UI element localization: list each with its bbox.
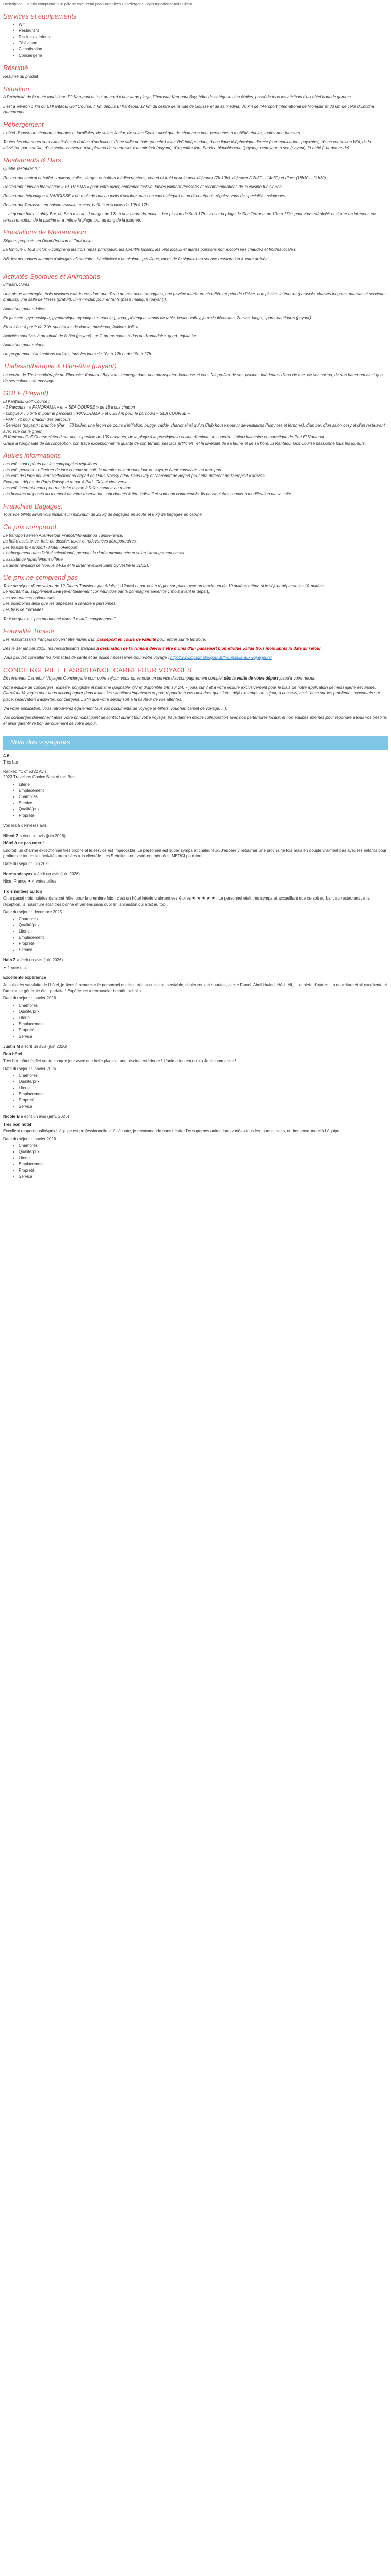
hebergement-title: Hébergement (3, 121, 44, 129)
review-date: a écrit un avis (juin 2026) (17, 958, 63, 963)
activites-text: Une plage aménagée, trois piscines extérieures dont une d'eau de mer avec toboggans, une piscine intérieure chauffée en période d'hiver, une piscine intérieure (parasols, chaises longues, matelas et serviettes gratuits), une salle de fitness (gratuit), un mini-club pour enfants (base nautique (payant)). (3, 291, 387, 302)
review-visit-date: Date du séjour : janvier 2026 (3, 1066, 56, 1071)
review-criteria-item: • Service (19, 947, 388, 953)
review-title: Excellente expérience (3, 975, 46, 980)
formalite-section (3, 627, 388, 660)
review-author[interactable]: Nihed Z (3, 833, 19, 838)
situation-section (3, 85, 388, 115)
review-author-line (3, 1114, 388, 1120)
restaurants-text: Restaurant central et buffet : rouleau, huiles vierges et buffets méditerranéens, chaud et froid pour le petit-déjeuner (7h-10h), déjeuner (12h30 – 14h30) et dîner (18h30 – 21h30). (3, 175, 328, 180)
review-item (3, 871, 388, 885)
review-criteria-item: • Emplacement (19, 1091, 388, 1097)
review-item (3, 889, 388, 953)
review-title: Trois nuitées au top (3, 889, 42, 894)
conciergerie-text: Vos concierges deviennent alors votre principal point de contact durant tout votre voyage, travaillant en étroite collaboration avec nos partenaires locaux et nos équipes internes pour répondre à tous vos besoins et ainsi garantir le bon déroulement de votre séjour. (3, 715, 387, 726)
review-date: a écrit un avis (janv. 2026) (21, 1114, 69, 1120)
prestations-text: Séjours proposés en Demi-Pension et Tout Inclus (3, 238, 94, 243)
review-criteria-item: • Qualité/prix (19, 922, 388, 928)
review-criteria-item: • Chambres (19, 1143, 388, 1149)
review-author[interactable]: Nicole B (3, 1114, 20, 1120)
criteria-item: • Chambres (19, 794, 388, 800)
review-criteria-item: • Propreté (19, 1027, 388, 1033)
prix-comprend-title: Ce prix comprend (3, 522, 56, 531)
reviews-list (3, 833, 388, 1180)
review-criteria-item: • Propreté (19, 941, 388, 947)
criteria-item: • Qualité/prix (19, 806, 388, 812)
review-criteria-item: • Qualité/prix (19, 1079, 388, 1085)
review-criteria-item: • Service (19, 1174, 388, 1180)
service-item: • Climatisation (19, 46, 388, 53)
review-title: Hôtel à ne pas rater ! (3, 841, 44, 846)
diplomatie-link[interactable]: http://www.diplomatie.gouv.fr/fr/conseils-aux-voyageurs/ (170, 655, 272, 660)
page (0, 0, 391, 1194)
formalite-text (3, 646, 388, 652)
activites-text: Animation pour adultes (3, 306, 45, 311)
see-reviews-link[interactable]: Voir les 5 dernières avis (3, 823, 47, 828)
review-visit-date: Date du séjour : décembre 2025 (3, 909, 62, 914)
review-criteria-item: • Service (19, 1033, 388, 1040)
resume-title: Résumé (3, 64, 28, 72)
prix-comprend-line: L'assistance rapatriement offerte. (3, 556, 64, 562)
golf-section (3, 389, 388, 446)
notes-section (3, 753, 388, 828)
rating-label: Très bon (3, 760, 20, 765)
golf-title: GOLF (Payant) (3, 389, 48, 397)
criteria-item: • Emplacement (19, 788, 388, 794)
autres-section (3, 452, 388, 497)
conciergerie-section (3, 666, 388, 727)
resume-section (3, 64, 388, 79)
situation-text: A l'extrémité de la route touristique P2 Kantaoui et tout au bord d'une large plage, l'Iberostar Kantaoui Bay, hôtel de catégorie cinq étoiles, possède tous les attributs d'un hôtel haut de gamme. (3, 95, 352, 100)
conciergerie-text: Notre équipe de concierges, experte, polyglotte et humaine (joignable 7j/7 et disponible 24h sur 24, 7 jours sur 7 et à votre écoute exclusivement pour le biais de notre application de messagerie sécurisée, Carrefour Voyages pour vous accompagner dans toutes les situations imprévues et pour répondre à vos moindres questions, déjà en temps de séjour, à conseils, assistance sur les problèmes rencontrés sur place, réservation d'activités, conciergerie... afin que votre séjour soit à la hauteur de vos attentes. (3, 685, 380, 702)
conciergerie-text (3, 675, 388, 682)
prix-comprend-line: Les transferts Aéroport - Hôtel - Aéroport. (3, 545, 79, 550)
review-criteria-item: • Chambres (19, 1073, 388, 1079)
formalite-text-part: Dès le 1er janvier 2015, les ressortissants français (3, 646, 96, 651)
formalite-text-part: Vous pouvez consulter les formalités de santé et de police nécessaires pour votre voyage : (3, 655, 170, 660)
review-criteria-item: • Qualité/prix (19, 1009, 388, 1015)
ranking-text: Ranked #1 of 5322 Avis (3, 769, 47, 774)
review-criteria-item: • Emplacement (19, 935, 388, 941)
hebergement-text: L'hôtel dispose de chambres doubles et familiales, de suites Junior, de suites Senior ainsi que de chambres pour personnes à mobilité réduite, toutes non-fumeurs. (3, 130, 301, 135)
review-criteria-item: • Propreté (19, 1097, 388, 1104)
autres-line: Exemple : départ de Paris Roissy et retour à Paris Orly et vice versa. (3, 479, 129, 484)
biometric-requirement: à destination de la Tunisie devront être munis d'un passeport biométrique valide trois mois après la date du retour. (96, 646, 322, 651)
review-text: Nice, France ✦ 4 votes utiles (3, 879, 57, 884)
prix-ne-comprend-note: Tout ce qui n'est pas mentionné dans "Le tarifs comprennent". (3, 616, 117, 621)
review-criteria-item: • Chambres (19, 916, 388, 922)
restaurants-intro: Quatre restaurants : (3, 166, 40, 171)
review-criteria-item: • Emplacement (19, 1021, 388, 1027)
prix-ne-comprend-section (3, 573, 388, 622)
golf-line: El Kantaoui Golf Course : (3, 399, 50, 404)
prestations-text: NB: les personnes attentes d'allergies alimentaires bénéficient d'un régime spécifique, merci de le signaler au service restauration à votre arrivée. (3, 256, 269, 261)
prestations-title: Prestations de Restauration (3, 228, 86, 236)
review-item (3, 833, 388, 867)
restaurants-title: Restaurants & Bars (3, 156, 61, 164)
review-author[interactable]: Justin M (3, 1044, 20, 1049)
review-date: a écrit un avis (juin 2026) (19, 833, 66, 838)
criteria-item: • Literie (19, 782, 388, 788)
review-text: Très bon hôtel (reflet vente chaque jour avec une belle plage et une piscine extérieure ! L'animation est un + ) Je recommande ! (3, 1058, 236, 1063)
review-criteria-item: • Chambres (19, 1003, 388, 1009)
formalite-title: Formalité Tunisie (3, 627, 54, 635)
autres-line: Les vols de Paris peuvent s'effectuer au départ de Paris-Roissy et/ou Paris-Orly et l'aéroport de départ peut être différent de l'aéroport d'arrivée. (3, 473, 266, 479)
restaurants-text: Restaurant tunisien thématique « EL RAHMA » pour votre dîner, ambiance festive, tables joliment dressées et recommandations de la cuisine tunisienne. (3, 184, 283, 190)
review-author[interactable]: Halb Z (3, 958, 16, 963)
activites-text: Un programme d'animations variées, tous les jours de 10h à 12h et de 15h à 17h. (3, 351, 152, 357)
review-author-line (3, 1044, 388, 1050)
review-visit-date: Date du séjour : janvier 2026 (3, 1136, 56, 1141)
golf-line: - Longueur : 6 045 m pour le parcours « PANORAMA » et 6 253 m pour le parcours « SEA COURSE » (3, 411, 190, 416)
rating-score: 4.6 (3, 753, 10, 759)
activites-text: En soirée : à partir de 21h, spectacles de danse, musicaux, folklore, folk »... (3, 325, 142, 330)
restaurants-section (3, 156, 388, 223)
thalasso-section (3, 362, 388, 384)
prestations-section (3, 228, 388, 262)
activites-text: Infrastructures (3, 282, 30, 287)
autres-line: Les vols peuvent s'effectuer de jour comme de nuit, le premier et le dernier jour du voyage étant consacrés au transport. (3, 467, 223, 472)
review-criteria-item: • Propreté (19, 1167, 388, 1174)
review-text: Endroit: un charme exceptionnel très propre et le service est impeccable. Le personnel est super sympa et chaleureux. J'espère y retourner une prochaine fois mais en couple vraiment pas avec les enfants pour profiter de toutes les activités proposées à la clientèle. Les 5 étoiles sont vraiment méritées. MERCI pour tout (3, 848, 387, 859)
prix-ne-comprend-line: Les frais de formalités. (3, 607, 45, 613)
review-criteria-list (3, 1143, 388, 1180)
situation-text: Il est à environ 1 km du El Kantaoui Golf Course, 4 km depuis El Kantaoui, 12 km du centre de la ville de Sousse et de sa médina, 30 km de l'Aéroport international de Monastir et 33 km de celui d'Enfidha Hammamet. (3, 104, 374, 115)
review-author-line (3, 871, 388, 877)
review-criteria-item: • Literie (19, 1155, 388, 1161)
criteria-list (3, 782, 388, 819)
franchise-text: Tous vos billets avion vols incluent un minimum de 23 kg de bagages en soute et 8 kg de bagages en cabine. (3, 512, 203, 517)
review-title: Bon hôtel (3, 1052, 22, 1057)
review-visit-date: Date du séjour : janvier 2026 (3, 996, 56, 1001)
activites-section (3, 273, 388, 358)
service-item: • Télévision (19, 40, 388, 46)
golf-line: - 2 Parcours : « PANORAMA » et « SEA COURSE » de 18 trous chacun (3, 405, 135, 410)
review-visit-date: Date du séjour : juin 2026 (3, 861, 51, 867)
formalite-text (3, 655, 388, 661)
review-criteria-item: • Service (19, 1104, 388, 1110)
golf-line: - Services (payant) : practice (Par = 50 balles, une leçon de cours d'initiation, buggy, caddy, chariot ainsi qu'un Club house pourvu de vestiaires (hommes et femmes), d'un bar, d'un salon cosy et d'un restaurant avec vue sur le green. (3, 423, 385, 434)
resume-text: Résumé du produit (3, 74, 38, 79)
formalite-text-part: Les ressortissants français doivent être munis d'un (3, 637, 97, 642)
review-criteria-item: • Literie (19, 928, 388, 935)
notes-header-bar: Note des voyageurs (3, 736, 388, 750)
service-item: • Restaurant (19, 28, 388, 34)
review-criteria-list (3, 916, 388, 953)
criteria-item: • Service (19, 800, 388, 806)
review-author-line (3, 957, 388, 963)
review-criteria-item: • Literie (19, 1015, 388, 1021)
prix-comprend-line: L'hébergement dans l'hôtel sélectionné, pendant la durée mentionnée et selon l'arrangement choisi. (3, 551, 185, 556)
review-date: a écrit un avis (juin 2026) (21, 1044, 68, 1049)
services-section (3, 12, 388, 59)
service-item: • Piscine extérieure (19, 34, 388, 40)
review-item (3, 1114, 388, 1180)
golf-line: El Kantaoui Golf Course s'étend sur une superficie de 130 hectares, de la plage à la prestigieuse colline dominant le superbe station balnéaire et touristique de Port El Kantaoui. (3, 435, 325, 440)
services-title: Services et équipements (3, 12, 77, 20)
prix-ne-comprend-line: Les assurances optionnelles. (3, 595, 57, 600)
review-criteria-list (3, 1073, 388, 1110)
review-text: Excellent rapport qualité/prix L'équipe est professionnelle et à l'écoute, je recommande sans hésiter De superbes animations variées tous les jours et soirs, un immense merci à l'équipe. (3, 1129, 341, 1134)
activites-text: En journée : gymnastique, gymnastique aquatique, stretching, yoga, pétanque, tennis de table, beach-volley, jeux de fléchettes, Zumba, bingo, sports nautiques (payant). (3, 315, 312, 320)
formalite-text-part: pour entrer sur le territoire. (156, 637, 206, 642)
review-text: Je suis très satisfaite de l'hôtel, je tiens à remercier le personnel qui était très accueillant, serviable, chaleureux et souriant, je cite Flavol, Abel khaled, Hédi, Ali, ... et plein d'autres. La nourriture était excellente et l'ambiance générale était parfaite ! Expérience à renouveler bientôt Inchalla (3, 982, 387, 993)
review-item (3, 975, 388, 1039)
service-item: • Conciergerie (19, 53, 388, 59)
review-criteria-item: • Literie (19, 1085, 388, 1091)
page-intro: Description: Ce prix comprend : Ce prix ne comprend pas Formalités Conciergerie Logis tripadvisor Avis Client (3, 2, 192, 6)
autres-line: Les horaires proposés au moment de votre réservation sont donnés à titre indicatif et sont non contractuels. Ils peuvent être soumis à modification par la suite. (3, 492, 292, 497)
criteria-item: • Propreté (19, 812, 388, 819)
activites-text: Activités sportives à proximité de l'hôtel (payant) : golf, promenades à dos de dromadaire, quad, équitation. (3, 333, 199, 338)
passport-requirement: passeport en cours de validité (96, 637, 156, 642)
thalasso-title: Thalassothérapie & Bien-être (payant) (3, 362, 117, 370)
review-author[interactable]: Normandesyxx (3, 871, 33, 876)
review-text: ✦ 1 vote utile (3, 965, 28, 970)
conciergerie-highlight: dès la veille de votre départ (224, 676, 279, 681)
conciergerie-text: Via votre application, vous retrouverez également tous vos documents de voyage (e-billets, voucher, carnet de voyage, ...). (3, 706, 227, 711)
review-item (3, 1044, 388, 1110)
review-author-line (3, 833, 388, 839)
franchise-section (3, 502, 388, 518)
prix-comprend-line: La dîner réveillon de Noël le 24/12 et le dîner réveillon Saint Sylvestre le 31/12). (3, 563, 149, 568)
hebergement-text: Toutes les chambres sont climatisées et dotées d'un balcon, d'une salle de bain (douche) avec WC indépendant, d'une ligne téléphonique directe (communications payantes), d'une connexion Wifi, de la télévision par satellite, d'un sèche-cheveux, d'un plateau de courtoisie, d'un minibar (payant), d'un coffre-fort. Service blanchisserie (payant), nettoyage à sec (payant), lit bébé (sur demande). (3, 140, 371, 150)
review-criteria-item: • Emplacement (19, 1161, 388, 1167)
autres-line: Les vols sont opérés par les compagnies régulières. (3, 462, 99, 467)
review-text: On a passé trois nuitées dans cet hôtel pour la première fois , c'est un hôtel intérie vraiment ses étoiles ★ ★ ★ ★ ★ . Le personnel était très sympa et accueillant que ce soit au bar , au restaurant , à la réception, la nourriture était très bonne et variées sans oublier l'animation qui était au top . (3, 896, 370, 907)
review-item (3, 957, 388, 971)
activites-title: Activités Sportives et Animations (3, 272, 101, 280)
hebergement-section (3, 121, 388, 151)
autres-title: Autres informations (3, 451, 61, 460)
prix-comprend-section (3, 523, 388, 568)
thalasso-text: Le centre de Thalassothérapie de l'Iberostar Kantaoui Bay vous immerge dans une atmosphère luxueuse et vous fait profiter de ses piscines intérieures d'eau de mer, de son sauna, de son hammam ainsi que de ses cabines de massage. (3, 372, 383, 383)
franchise-title: Franchise Bagages: (3, 502, 63, 510)
conciergerie-text-part: En réservant Carrefour Voyages Conciergerie pour votre séjour, vous optez pour un service d'accompagnement complet (3, 676, 224, 681)
award-text: 2023 Travellers Choice Best of the Best (3, 775, 76, 780)
autres-line: Les vols internationaux pourront faire escale à l'aller comme au retour. (3, 485, 132, 490)
prix-ne-comprend-line: Le montant du supplément Eval (éventuellement communiqué par la compagnie aérienne 1 mois avant le départ). (3, 589, 211, 595)
review-title: Très bon hôtel (3, 1122, 31, 1127)
prix-comprend-line: La boîte assistance, frais de dossier, taxes et redevances aéroportuaires. (3, 539, 137, 544)
prestations-text: La formule « Tout Inclus » comprend les trois repas principaux, les apéritifs locaux, les vins locaux et autres boissons non alcoolisées chaudes et froides locales. (3, 247, 297, 252)
review-criteria-item: • Qualité/prix (19, 1149, 388, 1155)
situation-title: Situation (3, 84, 29, 93)
prix-ne-comprend-line: Taxe de séjour d'une valeur de 12 Dinars Tunisiens par Adulte (+12ans) et par nuit à régler sur place avec un maximum de 10 nuitées même si le séjour dépasse les 10 nuitées. (3, 583, 325, 588)
restaurants-text: … et quatre bars : Lobby Bar, de 8h à minuit – Lounge, de 17h à une heure du matin – bar piscine de 9h à 17h – et sur la plage, le Sun Terrace, de 10h à 17h : pour vous rafraîchir et siroter en intérieur, en terrasse, autour de la piscine et à même la plage tout au long de la journée. (3, 211, 376, 223)
restaurants-text: Restaurant Terrasse : en saison estivale, encas, buffets et snacks de 10h à 17h. (3, 202, 150, 208)
services-list (3, 22, 388, 59)
prix-ne-comprend-title: Ce prix ne comprend pas (3, 573, 78, 582)
review-criteria-list (3, 1003, 388, 1040)
activites-text: Animation pour enfants (3, 343, 46, 348)
prix-comprend-line: Le transport aérien Aller/Retour France/Monastir ou Tunis/France. (3, 533, 123, 538)
restaurants-text: Restaurant thématique « NARCISSE » du mois de mai au mois d'octobre, dans un cadre élégant et un décor épuré, régalez-vous de spécialités asiatiques. (3, 193, 286, 198)
conciergerie-title: CONCIERGERIE ET ASSISTANCE CARREFOUR VOYAGES (3, 666, 192, 674)
service-item: • Wifi (19, 22, 388, 28)
formalite-text (3, 637, 388, 643)
prix-ne-comprend-line: Les pourboires ainsi que les dépenses à caractère personnel. (3, 601, 116, 606)
review-date: a écrit un avis (juin 2026) (34, 871, 80, 876)
golf-line: - PAR : 72 pour chacun des parcours (3, 417, 71, 422)
conciergerie-text-part: jusqu'à votre retour. (278, 676, 316, 681)
golf-line: Grâce à l'originalité de sa conception, son tracé exceptionnel, la qualité de son terrain, ses lacs artificiels, et la diversité de sa faune et de sa flore, El Kantaoui Golf Course passionne tous les joueurs. (3, 441, 366, 446)
